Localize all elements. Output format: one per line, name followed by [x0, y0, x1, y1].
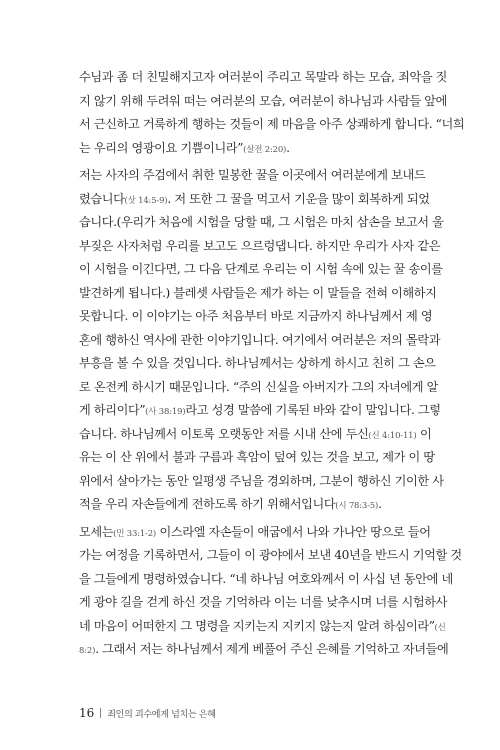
text-segment: 저는 사자의 주검에서 취한 밀봉한 꿀을 이곳에서 여러분에게 보내드 — [79, 168, 426, 182]
scripture-reference: (삿 14:5-9) — [124, 195, 168, 206]
text-segment: 부흥을 볼 수 있을 것입니다. 하나님께서는 상하게 하시고 친히 그 손으 — [79, 356, 436, 370]
text-line — [79, 305, 433, 329]
text-line — [79, 211, 444, 235]
text-line — [79, 188, 430, 212]
page-number: 16 — [79, 706, 95, 720]
text-segment: 위에서 살아가는 동안 일평생 주님을 경외하며, 그분이 행하신 기이한 사 — [79, 473, 444, 488]
text-segment: . — [378, 497, 382, 511]
text-segment: 네 마음이 어떠한지 그 명령을 지키는지 지키지 않는지 알려 하심이라” — [79, 618, 435, 633]
text-line — [79, 615, 446, 639]
text-segment: 지 않기 위해 두려워 떠는 여러분의 모습, 여러분이 하나님과 사람들 앞에 — [79, 93, 448, 108]
scripture-reference: (민 33:1-2) — [113, 528, 157, 539]
text-segment: 부짖은 사자처럼 우리를 보고도 으르렁댑니다. 하지만 우리가 사자 같은 — [79, 238, 441, 253]
text-line — [79, 235, 441, 259]
text-segment: 게 광야 길을 걷게 하신 것을 기억하라 이는 너를 낮추시며 너를 시험하사 — [79, 595, 448, 609]
text-segment: 못합니다. 이 이야기는 아주 처음부터 바로 지금까지 하나님께서 제 영 — [79, 309, 433, 323]
text-segment: 서 근신하고 거룩하게 행하는 것들이 제 마음을 아주 상쾌하게 합니다. “너희 — [79, 117, 465, 131]
text-segment: 발견하게 됩니다.) 블레셋 사람들은 제가 하는 이 말들을 전혀 이해하지 — [79, 285, 437, 300]
text-line — [79, 446, 435, 470]
text-segment: 이 — [416, 426, 432, 441]
scripture-reference: (신 4:10-11) — [368, 430, 417, 441]
text-segment: 이 시험을 이긴다면, 그 다음 단계로 우리는 이 시험 속에 있는 꿀 송이를 — [79, 262, 443, 276]
scripture-reference: (살전 2:20) — [243, 144, 287, 155]
text-segment: 을 그들에게 명령하였습니다. “네 하나님 여호와께서 이 사십 년 동안에 네 — [79, 571, 453, 586]
text-segment: 혼에 행하신 역사에 관한 이야기입니다. 여기에서 여러분은 저의 몰락과 — [79, 332, 441, 347]
text-line — [79, 329, 441, 353]
text-segment: 게 하리이다” — [79, 403, 146, 417]
text-segment: 가는 여정을 기록하면서, 그들이 이 광야에서 보낸 40년을 반드시 기억할 것 — [79, 548, 462, 562]
text-line — [79, 423, 432, 447]
text-segment: 로 온전케 하시기 때문입니다. “주의 신실을 아버지가 그의 자녀에게 알 — [79, 379, 439, 394]
text-line — [79, 282, 437, 306]
text-segment: 습니다. 하나님께서 이토록 오랫동안 저를 시내 산에 두신 — [79, 426, 369, 441]
text-line — [79, 591, 448, 615]
text-line — [79, 470, 444, 494]
body-text — [79, 66, 465, 662]
text-line — [79, 352, 436, 376]
text-segment: 는 우리의 영광이요 기쁨이니라” — [79, 140, 244, 155]
text-line — [79, 521, 431, 545]
text-segment: 이스라엘 자손들이 애굽에서 나와 가나안 땅으로 들어 — [156, 524, 431, 539]
text-segment: . 저 또한 그 꿀을 먹고서 기운을 많이 회복하게 되었 — [167, 191, 430, 206]
text-line — [79, 376, 439, 400]
footer-divider — [100, 708, 101, 718]
text-segment: 렸습니다 — [79, 191, 125, 206]
text-line — [79, 113, 465, 137]
text-segment: 적을 우리 자손들에게 전하도록 하기 위해서입니다 — [79, 497, 336, 511]
text-line — [79, 399, 441, 423]
scripture-reference: (사 38:19) — [145, 407, 186, 417]
text-segment: 습니다.(우리가 처음에 시험을 당할 때, 그 시험은 마치 삼손을 보고서 울 — [79, 215, 444, 229]
text-segment: 라고 성경 말씀에 기록된 바와 같이 말입니다. 그렇 — [185, 403, 441, 417]
text-line — [79, 544, 462, 568]
scripture-reference: 8:2) — [79, 646, 96, 656]
text-line — [79, 90, 448, 114]
text-line — [79, 164, 425, 188]
scripture-reference: (시 78:3-5) — [335, 501, 379, 511]
running-title: 죄인의 괴수에게 넘치는 은혜 — [107, 709, 216, 720]
scripture-reference: (신 — [434, 622, 446, 633]
text-segment: . — [286, 140, 290, 155]
text-segment: . 그래서 저는 하나님께서 제게 베풀어 주신 은혜를 기억하고 자녀들에 — [95, 642, 449, 656]
text-line — [79, 66, 448, 90]
text-line — [79, 568, 453, 592]
text-segment: 수님과 좀 더 친밀해지고자 여러분이 주리고 목말라 하는 모습, 죄악을 짓 — [79, 70, 448, 84]
text-line — [79, 638, 449, 662]
text-line — [79, 493, 425, 517]
page-footer — [79, 706, 216, 720]
text-line — [79, 137, 425, 161]
text-segment: 유는 이 산 위에서 불과 구름과 흑암이 덮여 있는 것을 보고, 제가 이 땅 — [79, 450, 435, 464]
text-line — [79, 258, 443, 282]
text-segment: 모세는 — [79, 524, 114, 539]
